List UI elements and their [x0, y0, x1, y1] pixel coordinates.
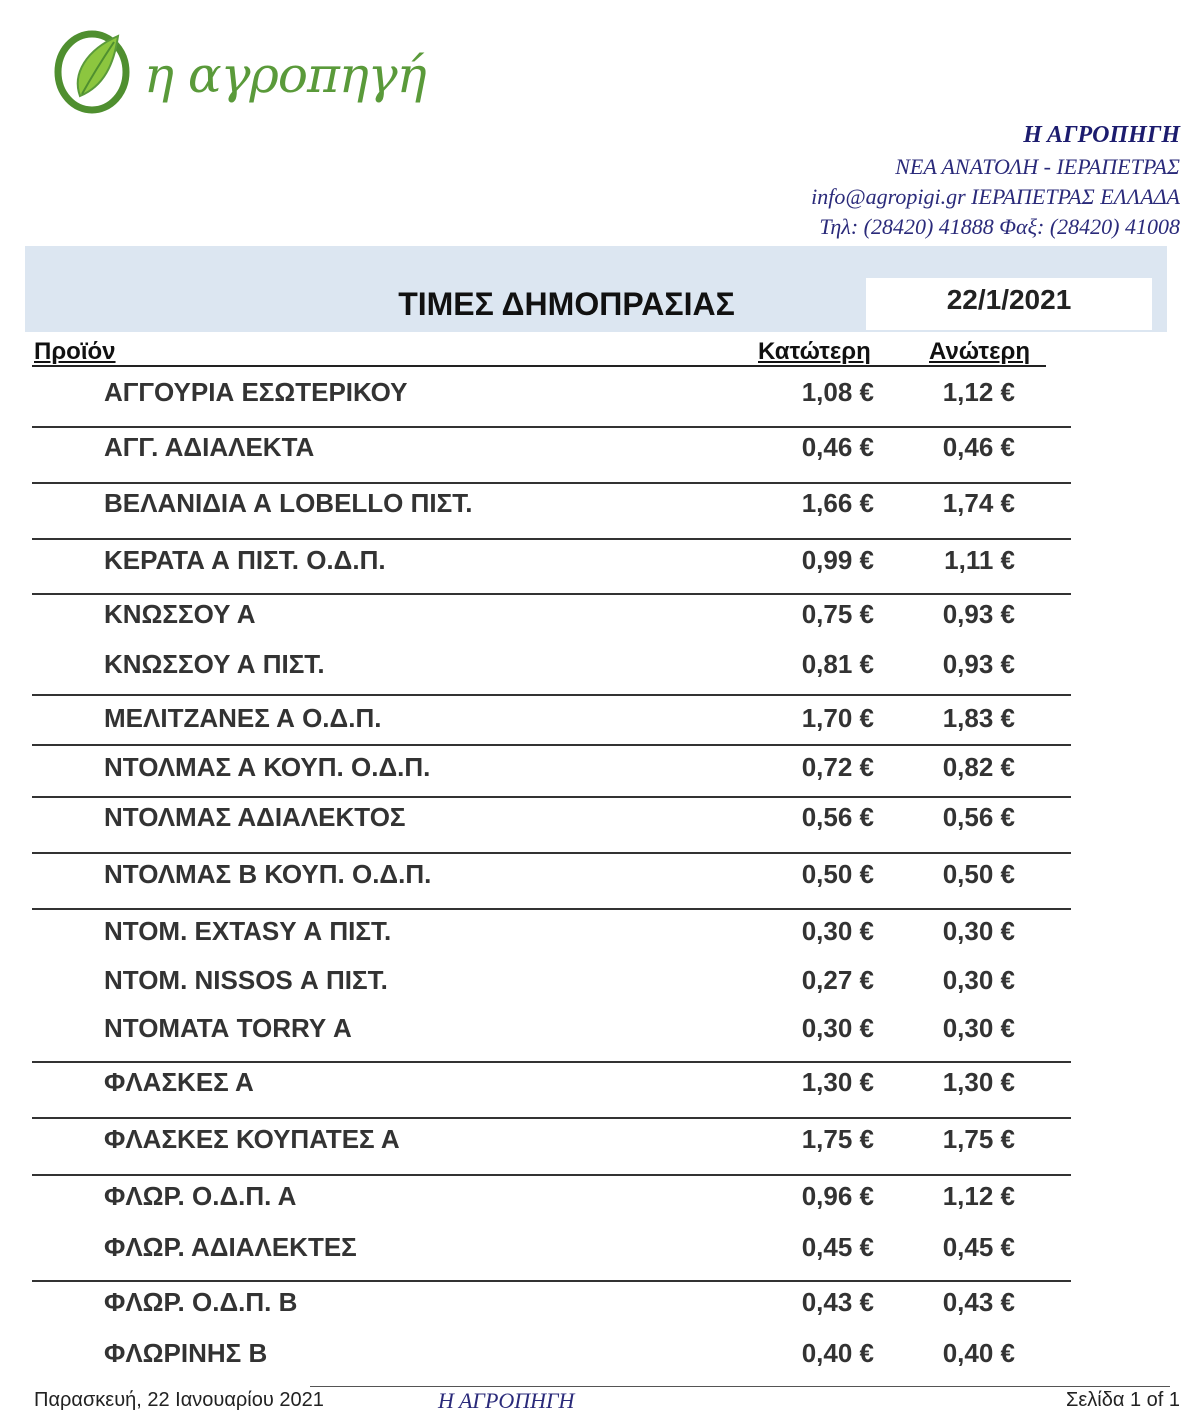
product-name: ΦΛΑΣΚΕΣ ΚΟΥΠΑΤΕΣ Α	[104, 1124, 400, 1154]
product-name: ΚΕΡΑΤΑ Α ΠΙΣΤ. Ο.Δ.Π.	[104, 545, 386, 575]
product-name: ΝΤΟΜΑΤΑ TORRY Α	[104, 1013, 352, 1043]
table-row	[0, 1338, 1200, 1378]
table-row	[0, 1181, 1200, 1221]
report-title: ΤΙΜΕΣ ΔΗΜΟΠΡΑΣΙΑΣ	[398, 286, 735, 322]
column-header-product: Προϊόν	[34, 338, 116, 365]
price-high: 1,11 €	[944, 545, 1015, 575]
row-divider	[32, 593, 1071, 595]
report-date: 22/1/2021	[946, 284, 1072, 315]
product-name: ΜΕΛΙΤΖΑΝΕΣ Α Ο.Δ.Π.	[104, 703, 382, 733]
row-divider	[32, 852, 1071, 854]
product-name: ΝΤΟΛΜΑΣ Α ΚΟΥΠ. Ο.Δ.Π.	[104, 752, 431, 782]
company-info	[811, 118, 1180, 242]
product-name: ΑΓΓ. ΑΔΙΑΛΕΚΤΑ	[104, 432, 315, 462]
table-row	[0, 1287, 1200, 1327]
price-high: 1,74 €	[942, 488, 1015, 518]
header-divider	[32, 365, 1046, 367]
footer-divider	[310, 1386, 1170, 1387]
product-name: ΝΤΟΛΜΑΣ ΑΔΙΑΛΕΚΤΟΣ	[104, 802, 406, 832]
table-row	[0, 488, 1200, 528]
price-low: 0,43 €	[801, 1287, 874, 1317]
price-low: 0,56 €	[801, 802, 874, 832]
company-name: Η ΑΓΡΟΠΗΓΗ	[1023, 122, 1180, 148]
price-low: 0,75 €	[801, 599, 874, 629]
price-low: 1,30 €	[801, 1067, 874, 1097]
product-name: ΦΛΩΡ. Ο.Δ.Π. Β	[104, 1287, 298, 1317]
product-name: ΒΕΛΑΝΙΔΙΑ Α LOBELLO ΠΙΣΤ.	[104, 488, 473, 518]
price-low: 0,50 €	[801, 859, 874, 889]
price-low: 1,75 €	[801, 1124, 874, 1154]
row-divider	[32, 482, 1071, 484]
price-high: 0,93 €	[942, 599, 1015, 629]
price-low: 0,27 €	[801, 965, 874, 995]
price-high: 0,56 €	[942, 802, 1015, 832]
price-low: 1,70 €	[801, 703, 874, 733]
product-name: ΑΓΓΟΥΡΙΑ ΕΣΩΤΕΡΙΚΟΥ	[104, 377, 408, 407]
company-email: info@agropigi.gr ΙΕΡΑΠΕΤΡΑΣ ΕΛΛΑΔΑ	[811, 184, 1180, 209]
footer-company: Η ΑΓΡΟΠΗΓΗ	[438, 1388, 575, 1413]
column-header-low: Κατώτερη	[758, 338, 871, 365]
table-row	[0, 703, 1200, 743]
product-name: ΚΝΩΣΣΟΥ Α	[104, 599, 256, 629]
table-row	[0, 965, 1200, 1005]
price-low: 0,99 €	[801, 545, 874, 575]
product-name: ΦΛΩΡΙΝΗΣ Β	[104, 1338, 268, 1368]
table-row	[0, 802, 1200, 842]
price-high: 0,30 €	[942, 1013, 1015, 1043]
product-name: ΝΤΟΜ. NISSOS Α ΠΙΣΤ.	[104, 965, 388, 995]
footer-page-number: Σελίδα 1 of 1	[1065, 1389, 1180, 1411]
price-high: 1,12 €	[942, 1181, 1015, 1211]
price-low: 1,08 €	[801, 377, 874, 407]
row-divider	[32, 908, 1071, 910]
table-row	[0, 377, 1200, 417]
table-row	[0, 859, 1200, 899]
price-high: 1,83 €	[942, 703, 1015, 733]
leaf-circle-icon	[52, 24, 138, 114]
price-low: 0,30 €	[801, 1013, 874, 1043]
company-phone: Τηλ: (28420) 41888 Φαξ: (28420) 41008	[819, 214, 1180, 239]
row-divider	[32, 796, 1071, 798]
product-name: ΝΤΟΛΜΑΣ Β ΚΟΥΠ. Ο.Δ.Π.	[104, 859, 432, 889]
price-high: 0,46 €	[942, 432, 1015, 462]
product-name: ΦΛΑΣΚΕΣ Α	[104, 1067, 254, 1097]
row-divider	[32, 1280, 1071, 1282]
table-row	[0, 916, 1200, 956]
price-low: 1,66 €	[801, 488, 874, 518]
price-low: 0,40 €	[801, 1338, 874, 1368]
table-row	[0, 1067, 1200, 1107]
row-divider	[32, 1174, 1071, 1176]
product-name: ΚΝΩΣΣΟΥ Α ΠΙΣΤ.	[104, 649, 325, 679]
table-row	[0, 1124, 1200, 1164]
table-row	[0, 599, 1200, 639]
table-row	[0, 752, 1200, 792]
product-name: ΦΛΩΡ. Ο.Δ.Π. Α	[104, 1181, 297, 1211]
product-name: ΦΛΩΡ. ΑΔΙΑΛΕΚΤΕΣ	[104, 1232, 357, 1262]
column-header-high: Ανώτερη	[929, 338, 1031, 365]
price-low: 0,96 €	[801, 1181, 874, 1211]
price-high: 0,93 €	[942, 649, 1015, 679]
price-high: 0,30 €	[942, 965, 1015, 995]
price-high: 0,82 €	[942, 752, 1015, 782]
company-address: ΝΕΑ ΑΝΑΤΟΛΗ - ΙΕΡΑΠΕΤΡΑΣ	[895, 154, 1180, 179]
row-divider	[32, 744, 1071, 746]
company-logo	[52, 18, 426, 118]
price-high: 0,45 €	[942, 1232, 1015, 1262]
price-high: 0,43 €	[942, 1287, 1015, 1317]
footer-date: Παρασκευή, 22 Ιανουαρίου 2021	[34, 1389, 324, 1411]
row-divider	[32, 1117, 1071, 1119]
price-high: 1,30 €	[942, 1067, 1015, 1097]
price-low: 0,45 €	[801, 1232, 874, 1262]
logo-wordmark: η αγροπηγή	[144, 46, 426, 104]
price-low: 0,72 €	[801, 752, 874, 782]
table-row	[0, 1013, 1200, 1053]
table-row	[0, 1232, 1200, 1272]
price-low: 0,46 €	[801, 432, 874, 462]
price-high: 0,40 €	[942, 1338, 1015, 1368]
table-row	[0, 432, 1200, 472]
row-divider	[32, 694, 1071, 696]
price-high: 1,75 €	[942, 1124, 1015, 1154]
table-row	[0, 649, 1200, 689]
price-high: 0,50 €	[942, 859, 1015, 889]
price-low: 0,30 €	[801, 916, 874, 946]
row-divider	[32, 426, 1071, 428]
price-low: 0,81 €	[801, 649, 874, 679]
price-high: 1,12 €	[942, 377, 1015, 407]
product-name: ΝΤΟΜ. EXTASY Α ΠΙΣΤ.	[104, 916, 392, 946]
row-divider	[32, 1061, 1071, 1063]
price-high: 0,30 €	[942, 916, 1015, 946]
row-divider	[32, 538, 1071, 540]
table-row	[0, 545, 1200, 585]
